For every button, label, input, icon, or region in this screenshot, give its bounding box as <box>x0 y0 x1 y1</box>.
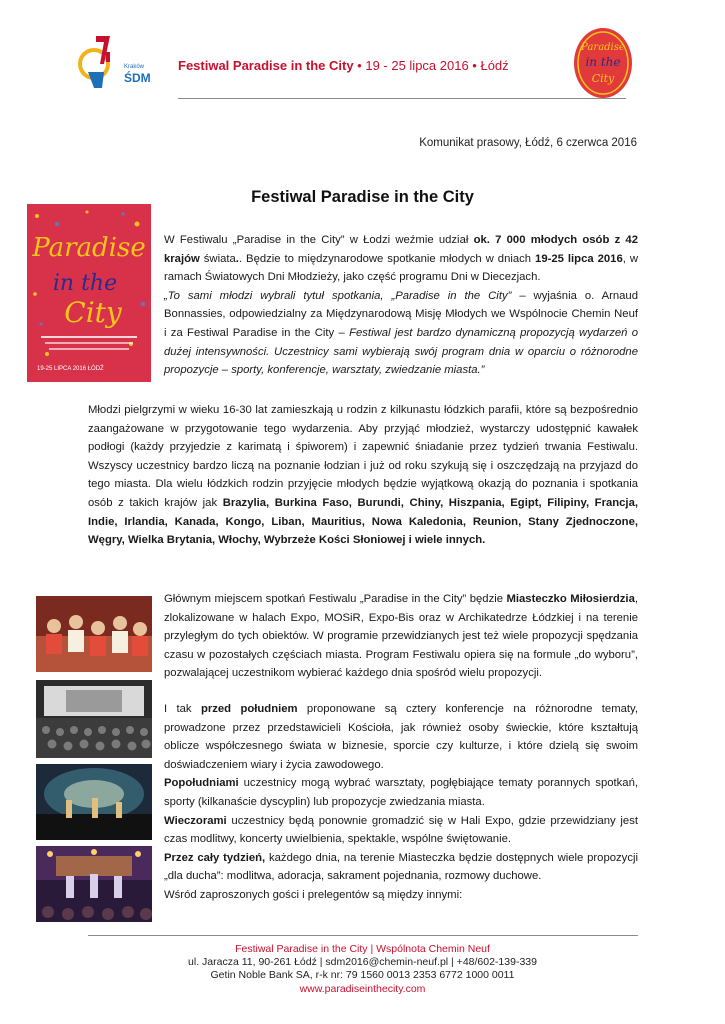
photo-evening-concert <box>36 846 152 922</box>
evening-paragraph: Wieczorami uczestnicy będą ponownie gromadzić się w Hali Expo, gdzie przewidziany jest czas modlitwy, koncerty uwielbienia, spektakle, wspólne świętowanie. <box>164 814 638 846</box>
svg-text:19-25 LIPCA 2016 ŁÓDŹ: 19-25 LIPCA 2016 ŁÓDŹ <box>37 366 104 372</box>
host-families-section <box>88 401 638 550</box>
document-title: Festiwal Paradise in the City <box>251 188 474 206</box>
svg-text:Paradise: Paradise <box>581 42 625 53</box>
footer-bank-account: Getin Noble Bank SA, r-k nr: 79 1560 0013 2353 6772 1000 0011 <box>210 969 515 981</box>
sdm-krakow-logo <box>74 28 164 96</box>
header-event-info: • 19 - 25 lipca 2016 • Łódź <box>353 58 509 73</box>
morning-paragraph: I tak przed południem proponowane są cztery konferencje na różnorodne tematy, prowadzone przez przedstawicieli Kościoła, jak również osoby świeckie, które kształtują oblicze współczesnego świata w biznesie, sporcie czy kulturze, i które dzielą się swoim doświadczeniem wiary i życia zawodowego. <box>164 702 638 771</box>
footer-divider <box>88 935 638 936</box>
footer-organizer: Festiwal Paradise in the City | Wspólnota Chemin Neuf <box>235 943 490 955</box>
photo-youth-group <box>36 596 152 672</box>
svg-text:in the: in the <box>585 55 621 69</box>
svg-text:ŚDM: ŚDM <box>124 71 151 85</box>
venue-paragraph: Głównym miejscem spotkań Festiwalu „Paradise in the City” będzie Miasteczko Miłosierdzia, zlokalizowane w halach Expo, MOSiR, Expo-Bis oraz w Archikatedrze Łódzkiej i na terenie przyległym do tych obiektów. W programie przewidzianych jest też wiele propozycji spędzania czasu w pozostałych częściach miasta. Program Festiwalu opiera się na formule „do wyboru”, pozwalającej uczestnikom wybierać każdego dnia spośród wielu propozycji. <box>164 593 638 680</box>
header-divider <box>178 98 626 99</box>
guests-intro: Wśród zaproszonych gości i prelegentów są między innymi: <box>164 888 463 901</box>
countries-list: Brazylia, Burkina Faso, Burundi, Chiny, Hiszpania, Egipt, Filipiny, Francja, Indie, Irlandia, Kanada, Kongo, Liban, Mauritius, Nowa Kaledonia, Reunion, Stany Zjednoczone, Węgry, Wielka Brytania, Włochy, Wybrzeże Kości Słoniowej i wiele innych. <box>88 496 638 547</box>
svg-text:Paradise: Paradise <box>32 233 146 263</box>
weekly-paragraph: Przez cały tydzień, każdego dnia, na terenie Miasteczka będzie dostępnych wiele propozycji „dla ducha”: modlitwa, adoracja, sakrament pojednania, rozmowy duchowe. <box>164 851 638 883</box>
footer-website-link[interactable]: www.paradiseinthecity.com <box>299 983 426 995</box>
header-event-name: Festiwal Paradise in the City <box>178 58 354 73</box>
paradise-in-the-city-logo <box>572 26 634 100</box>
intro-paragraph: W Festiwalu „Paradise in the City” w Łodzi weźmie udział ok. 7 000 młodych osób z 42 krajów świata.. Będzie to międzynarodowe spotkanie młodych w dniach 19-25 lipca 2016, w ramach Światowych Dni Młodzieży, jako część programu Dni w Diecezjach. „To sami młodzi wybrali tytuł spotkania, „Paradise in the City” – wyjaśnia o. Arnaud Bonnassies, odpowiedzialny za Międzynarodową Misję Młodych we Wspólnocie Chemin Neuf i za Festiwal Paradise in the City – Festiwal jest bardzo dynamiczną propozycją wydarzeń o dużej intensywności. Uczestnicy sami wybierają swój program dnia w oparciu o różnorodne propozycje – sporty, konferencje, warsztaty, zwiedzanie miasta.” <box>164 234 639 377</box>
footer-contact: ul. Jaracza 11, 90-261 Łódź | sdm2016@chemin-neuf.pl | +48/602-139-339 <box>188 956 537 968</box>
program-section <box>164 590 638 905</box>
afternoon-paragraph: Popołudniami uczestnicy mogą wybrać warsztaty, pogłębiające tematy porannych spotkań, sporty (kilkanaście dyscyplin) lub propozycje zwiedzania miasta. <box>164 777 638 808</box>
intro-section <box>164 231 638 380</box>
svg-text:Kraków: Kraków <box>124 64 145 70</box>
press-release-date: Komunikat prasowy, Łódź, 6 czerwca 2016 <box>419 137 637 149</box>
svg-text:City: City <box>64 296 122 329</box>
festival-poster <box>27 204 151 382</box>
header-event-line <box>178 58 558 73</box>
svg-text:in the: in the <box>52 271 118 296</box>
host-families-paragraph: Młodzi pielgrzymi w wieku 16-30 lat zamieszkają u rodzin z kilkunastu łódzkich parafii, które są bezpośrednio zaangażowane w przygotowanie tego wydarzenia. Aby przyjąć młodzież, wystarczy udostępnić kawałek podłogi (każdy przyjedzie z karimatą i śpiworem) i zapewnić śniadanie przez tydzień trwania Festiwalu. Wszyscy uczestnicy bardzo liczą na poznanie łodzian i już od roku szykują się i oszczędzają na przyjazd do tego miasta. Dla wielu łódzkich rodzin przyjęcie młodych będzie wyjątkową okazją do poznania i spotkania osób z takich krajów jak Brazylia, Burkina Faso, Burundi, Chiny, Hiszpania, Egipt, Filipiny, Francja, Indie, Irlandia, Kanada, Kongo, Liban, Mauritius, Nowa Kaledonia, Reunion, Stany Zjednoczone, Węgry, Wielka Brytania, Włochy, Wybrzeże Kości Słoniowej i wiele innych. <box>88 404 638 547</box>
photo-conference-hall <box>36 680 152 758</box>
photo-stage-performance <box>36 764 152 840</box>
svg-text:City: City <box>591 72 615 85</box>
